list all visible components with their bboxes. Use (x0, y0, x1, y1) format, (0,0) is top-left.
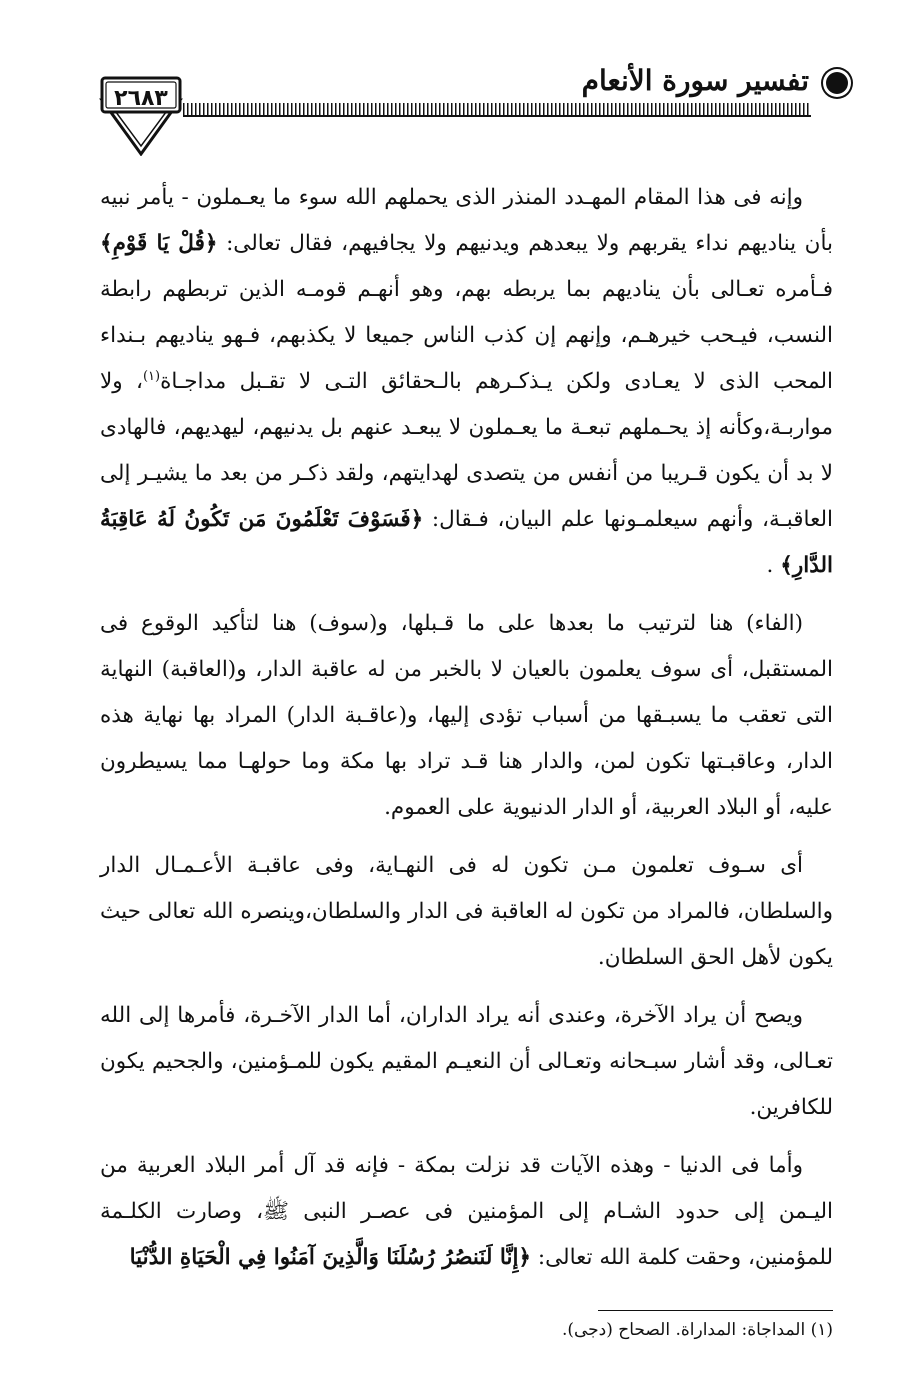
footnote-reference[interactable]: (١) (142, 368, 161, 384)
text-run: ، ولا مواربـة،وكأنه إذ يحـملهم تبعـة ما يعـملون لا يبعـد عنهم بل يدنيهم، ليهديهم، فالهادى لا بد أن يكون قـريبا من أنفس من يتصدى لهدايتهم، ولقد ذكـر من بعد ما يشيـر إلى العاقبـة، وأنهم سيعلمـونها علم البيان، فـقال: (100, 369, 833, 532)
header-rule (183, 103, 811, 117)
footnote-separator (598, 1310, 833, 1311)
page-header (0, 0, 919, 170)
text-run: فـأمره تعـالى بأن يناديهم بما يربطه بهم، وهو أنهـم قومـه الذين تربطهم رابطة النسب، فيـحب خيرهـم، وإنهم إن كذب الناس جميعا لا يكذبهم، فـهو يناديهم بـنداء المحب الذى لا يعـادى ولكن يـذكـرهم بالـحقائق التـى لا تقـبل مداجـاة (100, 277, 833, 394)
footnote: (١) المداجاة: المداراة. الصحاح (دجى). (561, 1320, 833, 1340)
paragraph-2: (الفاء) هنا لترتيب ما بعدها على ما قـبلها، و(سوف) هنا لتأكيد الوقوع فى المستقبل، أى سوف يعلمون بالعيان لا بالخبر من له عاقبة الدار، و(العاقبة) النهاية التى تعقب ما يسبـقها من أسباب تؤدى إليها، و(عاقـبة الدار) المراد بها نهاية هذه الدار، وعاقبـتها تكون لمن، والدار هنا قـد تراد بها مكة وما حولهـا مما يسيطرون عليه، أو البلاد العربية، أو الدار الدنيوية على العموم. (100, 611, 833, 820)
text-run: وأما فى الدنيا - وهذه الآيات قد نزلت بمكة - فإنه قد آل أمر البلاد العربية من اليـمن إلى حدود الشـام إلى المؤمنين فى عصـر النبى ﷺ، وصارت الكلـمة للمؤمنين، وحقت كلمة الله تعالى: (100, 1153, 833, 1270)
quran-verse: ﴿فَسَوْفَ تَعْلَمُونَ مَن تَكُونُ لَهُ عَاقِبَةُ الدَّارِ﴾ (100, 507, 833, 578)
text-run: . (766, 553, 774, 578)
paragraph-5 (100, 1143, 833, 1281)
paragraph-3: أى سـوف تعلمون مـن تكون له فى النهـاية، وفى عاقبـة الأعـمـال الدار والسلطان، فالمراد من تكون له العاقبة فى الدار والسلطان،وينصره الله تعالى حيث يكون لأهل الحق السلطان. (100, 853, 833, 970)
page-number-badge (98, 70, 184, 156)
diamond-frame-icon (98, 70, 184, 156)
quran-verse: ﴿قُلْ يَا قَوْمِ﴾ (100, 231, 218, 256)
page-number: ٢٦٨٣ (114, 86, 168, 111)
paragraph-1 (100, 175, 833, 589)
text-run: وإنه فى هذا المقام المهـدد المنذر الذى يحملهم الله سوء ما يعـملون - يأمر نبيه بأن يناديهم نداء يقربهم ولا يبعدهم ويدنيهم ولا يجافيهم، فقال تعالى: (100, 185, 833, 256)
body-text (100, 175, 833, 1293)
running-title: تفسير سورة الأنعام (581, 64, 809, 97)
quran-verse: ﴿إِنَّا لَنَنصُرُ رُسُلَنَا وَالَّذِينَ آمَنُوا فِي الْحَيَاةِ الدُّنْيَا (129, 1245, 532, 1270)
header-bullet-ornament (826, 72, 848, 94)
paragraph-4: ويصح أن يراد الآخرة، وعندى أنه يراد الداران، أما الدار الآخـرة، فأمرها إلى الله تعـالى، وقد أشار سبـحانه وتعـالى أن النعيـم المقيم يكون للمـؤمنين، والجحيم يكون للكافرين. (100, 1003, 833, 1120)
